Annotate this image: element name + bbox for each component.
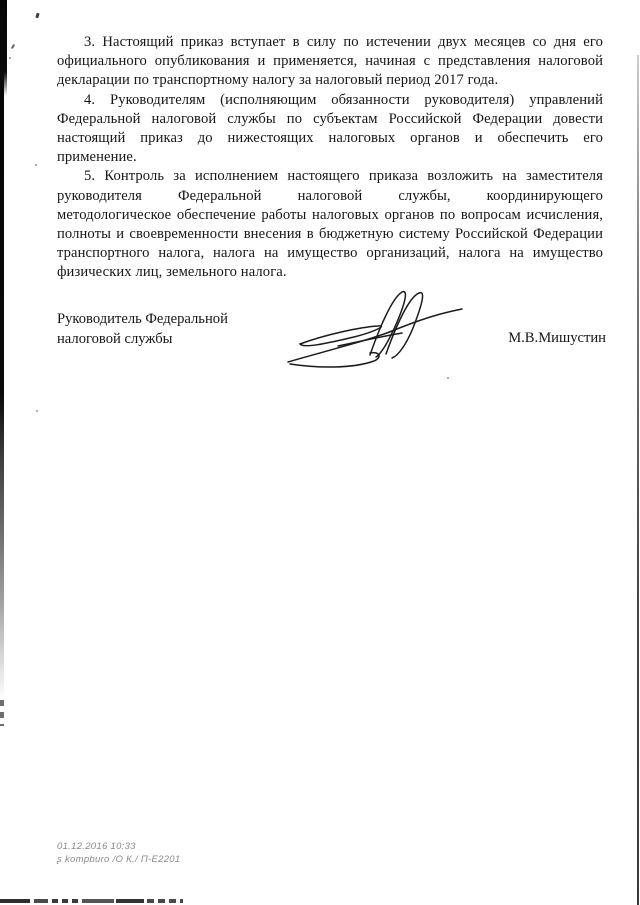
scan-artifact-segment <box>82 899 114 903</box>
text-line: 5. Контроль за исполнением настоящего приказа возложить на заместителя <box>84 168 603 185</box>
footer-reference: ʂ kompburo /О К./ П-Е2201 <box>57 854 181 865</box>
signature-title-line: Руководитель Федеральной <box>57 311 228 327</box>
signature-stroke <box>300 326 381 346</box>
signature-stroke <box>290 353 379 367</box>
scan-artifact-segment <box>116 899 144 903</box>
text-line: полноты и своевременности внесения в бюджетную систему Российской Федерации <box>57 226 603 243</box>
scan-speck <box>11 44 15 49</box>
paragraph <box>57 167 603 282</box>
scan-speck <box>35 13 39 19</box>
text-line: методологическое обеспечение работы налоговых органов по вопросам исчисления, <box>57 206 603 223</box>
signature-title <box>57 310 228 349</box>
text-line: применение. <box>57 149 137 166</box>
signature-title-line: налоговой службы <box>57 330 173 347</box>
text-line: декларации по транспортному налогу за налоговый период 2017 года. <box>57 72 499 89</box>
signature-image <box>286 284 468 370</box>
text-line: настоящий приказ до нижестоящих налоговых органов и обеспечить его <box>57 130 603 147</box>
footer-timestamp: 01.12.2016 10:33 <box>57 841 136 852</box>
text-line: 4. Руководителям (исполняющим обязанности руководителя) управлений <box>84 91 603 108</box>
scan-artifact-segment <box>147 899 183 903</box>
body-text <box>57 33 603 283</box>
scan-speck <box>36 410 38 412</box>
scan-artifact-bottom-edge <box>0 898 640 905</box>
signature-stroke <box>338 333 402 346</box>
scan-artifact-right-edge <box>637 55 639 905</box>
text-line: транспортного налога, налога на имущество организаций, налога на имущество <box>57 245 603 262</box>
scan-artifact-segment <box>34 899 48 903</box>
paragraph <box>57 91 603 168</box>
text-line: Федеральной налоговой службы по субъектам Российской Федерации довести <box>57 110 603 127</box>
scan-speck <box>447 377 449 379</box>
text-line: 3. Настоящий приказ вступает в силу по истечении двух месяцев со дня его <box>84 34 603 50</box>
scan-artifact-left-edge-top <box>0 0 7 96</box>
paragraph <box>57 33 603 91</box>
scan-artifact-segment <box>52 899 80 903</box>
text-line: руководителя Федеральной налоговой службы, координирующего <box>57 187 603 204</box>
text-line: физических лиц, земельного налога. <box>57 264 287 281</box>
text-line: официального опубликования и применяется, начиная с представления налоговой <box>57 53 603 70</box>
scan-artifact-segment <box>0 899 30 903</box>
scan-speck <box>9 57 11 59</box>
scan-speck <box>35 164 37 166</box>
scan-artifact-left-dashes <box>0 700 4 726</box>
scan-artifact-left-edge <box>0 0 4 760</box>
footer-stamp <box>57 840 180 866</box>
signer-name: М.В.Мишустин <box>508 330 606 346</box>
signature-stroke <box>288 309 462 362</box>
